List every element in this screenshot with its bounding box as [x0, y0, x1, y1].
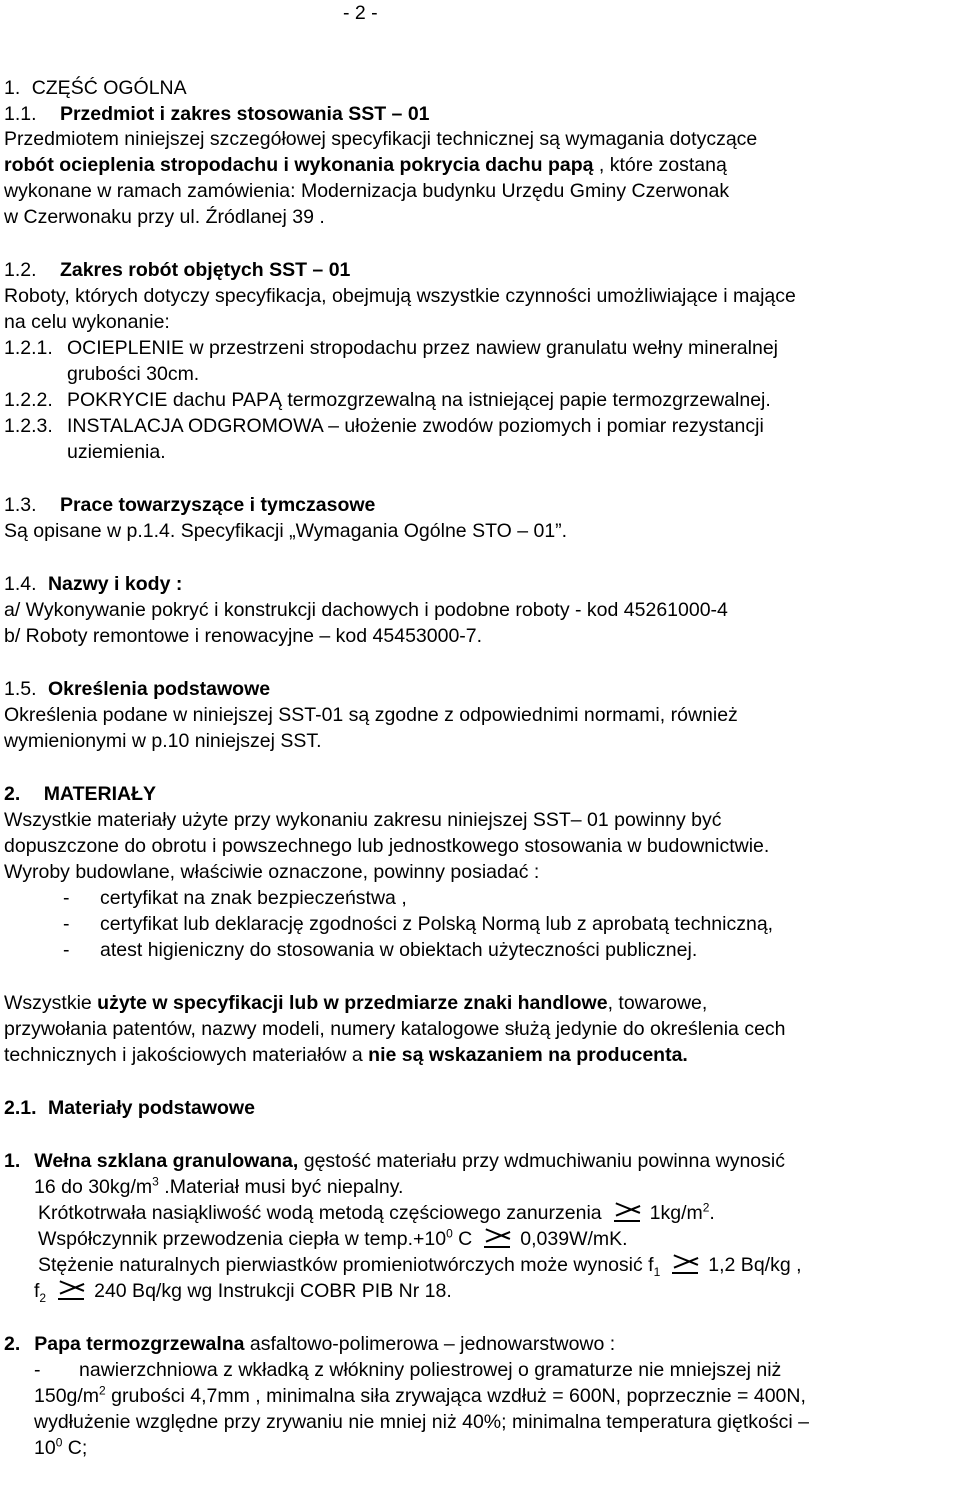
text: 1,2 Bq/kg ,: [708, 1254, 802, 1276]
paragraph-line: Wszystkie materiały użyte przy wykonaniu zakresu niniejszej SST– 01 powinny być: [4, 809, 722, 831]
paragraph-line: wydłużenie względne przy zrywaniu nie mniej niż 40%; minimalna temperatura giętkości –: [34, 1411, 809, 1433]
paragraph-line: [4, 992, 707, 1014]
section-2-1-heading: [4, 1097, 255, 1119]
text: Współczynnik przewodzenia ciepła w temp.+10: [38, 1228, 447, 1250]
section-1-2-heading: [4, 259, 350, 281]
section-number: 1.2.: [4, 259, 37, 281]
paragraph-line: [38, 1254, 802, 1279]
paragraph-line: [34, 1385, 806, 1407]
section-number: 1.4.: [4, 573, 37, 595]
bold-text: użyte w specyfikacji lub w przedmiarze znaki handlowe: [97, 992, 608, 1014]
paragraph-line: [4, 1044, 688, 1066]
section-1-5-heading: [4, 678, 270, 700]
section-1-3-heading: [4, 494, 375, 516]
text: C: [452, 1228, 473, 1250]
section-title: CZĘŚĆ OGÓLNA: [31, 77, 187, 99]
text: Wszystkie: [4, 992, 98, 1014]
text: Krótkotrwała nasiąkliwość wodą metodą częściowego zanurzenia: [38, 1202, 602, 1224]
text: 1kg/m: [649, 1202, 703, 1224]
list-item: 1.2.2.: [4, 389, 53, 411]
superscript: 2: [99, 1383, 106, 1398]
material-item-2: [4, 1333, 615, 1355]
text: , które zostaną: [593, 154, 727, 176]
bullet-dash: -: [34, 1359, 41, 1381]
paragraph-line: [38, 1202, 715, 1224]
paragraph-line: w Czerwonaku przy ul. Źródlanej 39 .: [4, 206, 325, 228]
section-title: Zakres robót objętych SST – 01: [59, 259, 351, 281]
text: f: [34, 1280, 40, 1302]
list-item-text: OCIEPLENIE w przestrzeni stropodachu przez nawiew granulatu wełny mineralnej: [67, 337, 778, 359]
list-item-text: grubości 30cm.: [67, 363, 200, 385]
section-number: 2.: [4, 783, 21, 805]
list-item-text: uziemienia.: [67, 441, 166, 463]
text: Stężenie naturalnych pierwiastków promieniotwórczych może wynosić f: [38, 1254, 654, 1276]
text: asfaltowo-polimerowa – jednowarstwowo :: [244, 1333, 616, 1355]
section-title: MATERIAŁY: [43, 783, 156, 805]
bullet-text: certyfikat lub deklarację zgodności z Polską Normą lub z aprobatą techniczną,: [100, 913, 774, 935]
paragraph-line: Roboty, których dotyczy specyfikacja, obejmują wszystkie czynności umożliwiające i mające: [4, 285, 796, 307]
list-item: 1.2.1.: [4, 337, 53, 359]
paragraph-line: [34, 1437, 87, 1459]
section-number: 1.3.: [4, 494, 37, 516]
paragraph-line: Przedmiotem niniejszej szczegółowej specyfikacji technicznej są wymagania dotyczące: [4, 128, 758, 150]
text: grubości 4,7mm , minimalna siła zrywająca wzdłuż = 600N, poprzecznie = 400N,: [105, 1385, 806, 1407]
paragraph-line: wymienionymi w p.10 niniejszej SST.: [4, 730, 322, 752]
section-2-heading: [4, 783, 156, 805]
less-equal-icon: [478, 1228, 514, 1248]
paragraph-line: nawierzchniowa z wkładką z włókniny poliestrowej o gramaturze nie mniejszej niż: [79, 1359, 782, 1381]
bold-text: nie są wskazaniem na producenta.: [368, 1044, 688, 1066]
material-item-1: [4, 1150, 785, 1172]
item-number: 1.: [4, 1150, 21, 1172]
item-number: 2.: [4, 1333, 21, 1355]
bullet-text: certyfikat na znak bezpieczeństwa ,: [100, 887, 407, 909]
text: gęstość materiału przy wdmuchiwaniu powinna wynosić: [298, 1150, 785, 1172]
superscript: 0: [446, 1226, 453, 1241]
page-number: - 2 -: [343, 2, 378, 24]
bullet-dash: -: [63, 913, 70, 935]
list-item-text: POKRYCIE dachu PAPĄ termozgrzewalną na istniejącej papie termozgrzewalnej.: [67, 389, 771, 411]
text: 10: [34, 1437, 56, 1459]
section-1-1-heading: [4, 103, 430, 125]
text: , towarowe,: [607, 992, 708, 1014]
text: technicznych i jakościowych materiałów a: [4, 1044, 369, 1066]
section-1-heading: [4, 77, 187, 99]
paragraph-line: [34, 1280, 452, 1305]
text: 0,039W/mK.: [520, 1228, 628, 1250]
paragraph-line: Określenia podane w niniejszej SST-01 są zgodne z odpowiednimi normami, również: [4, 704, 738, 726]
less-equal-icon: [666, 1254, 702, 1274]
text: .: [709, 1202, 715, 1224]
paragraph-line: [4, 154, 727, 176]
code-line: a/ Wykonywanie pokryć i konstrukcji dachowych i podobne roboty - kod 45261000-4: [4, 599, 728, 621]
bold-text: Wełna szklana granulowana,: [34, 1150, 299, 1172]
bold-text: robót ocieplenia stropodachu i wykonania pokrycia dachu papą: [4, 154, 594, 176]
paragraph-line: [38, 1228, 628, 1250]
text: 240 Bq/kg wg Instrukcji COBR PIB Nr 18.: [94, 1280, 452, 1302]
paragraph-line: Są opisane w p.1.4. Specyfikacji „Wymagania Ogólne STO – 01”.: [4, 520, 568, 542]
text: 150g/m: [34, 1385, 100, 1407]
less-equal-icon: [52, 1280, 88, 1300]
superscript: 0: [55, 1435, 63, 1450]
section-number: 1.1.: [4, 103, 37, 125]
text: .Materiał musi być niepalny.: [158, 1176, 404, 1198]
section-number: 1.5.: [4, 678, 37, 700]
subscript: 2: [39, 1290, 47, 1305]
paragraph-line: [34, 1176, 403, 1198]
list-item-text: INSTALACJA ODGROMOWA – ułożenie zwodów poziomych i pomiar rezystancji: [67, 415, 764, 437]
section-title: Nazwy i kody :: [47, 573, 183, 595]
section-title: Określenia podstawowe: [47, 678, 271, 700]
paragraph-line: dopuszczone do obrotu i powszechnego lub jednostkowego stosowania w budownictwie.: [4, 835, 770, 857]
superscript: 2: [702, 1200, 710, 1215]
code-line: b/ Roboty remontowe i renowacyjne – kod 45453000-7.: [4, 625, 483, 647]
bullet-dash: -: [63, 887, 70, 909]
section-number: 1.: [4, 77, 21, 99]
bullet-dash: -: [63, 939, 70, 961]
bullet-text: atest higieniczny do stosowania w obiektach użyteczności publicznej.: [100, 939, 698, 961]
list-item: 1.2.3.: [4, 415, 53, 437]
text: 16 do 30kg/m: [34, 1176, 153, 1198]
paragraph-line: na celu wykonanie:: [4, 311, 170, 333]
bold-text: Papa termozgrzewalna: [34, 1333, 245, 1355]
paragraph-line: przywołania patentów, nazwy modeli, numery katalogowe służą jedynie do określenia cech: [4, 1018, 786, 1040]
paragraph-line: Wyroby budowlane, właściwie oznaczone, powinny posiadać :: [4, 861, 540, 883]
section-title: Materiały podstawowe: [47, 1097, 255, 1119]
section-title: Prace towarzyszące i tymczasowe: [59, 494, 376, 516]
section-title: Przedmiot i zakres stosowania SST – 01: [59, 103, 430, 125]
section-1-4-heading: [4, 573, 182, 595]
superscript: 3: [152, 1174, 159, 1189]
section-number: 2.1.: [4, 1097, 37, 1119]
paragraph-line: wykonane w ramach zamówienia: Modernizacja budynku Urzędu Gminy Czerwonak: [4, 180, 730, 202]
less-equal-icon: [608, 1202, 644, 1222]
text: C;: [62, 1437, 88, 1459]
subscript: 1: [653, 1264, 661, 1279]
